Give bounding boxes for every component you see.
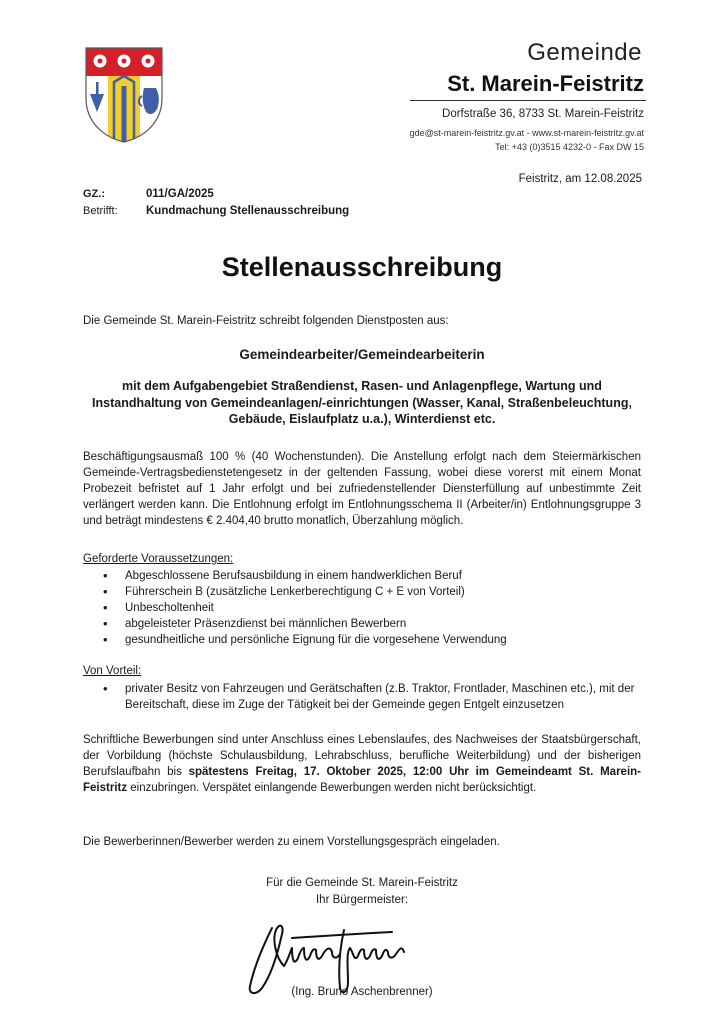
list-item: • Unbescholtenheit [83, 600, 643, 616]
gz-label: GZ.: [83, 188, 105, 200]
document-title: Stellenausschreibung [221, 252, 503, 282]
contact-phone-fax: Tel: +43 (0)3515 4232-0 - Fax DW 15 [495, 142, 644, 152]
application-text-start: Schriftliche Bewerbungen sind unter Anschluss eines Lebenslaufes, des Nachweises der Staatsbürgerschaft, der Vorbildung (höchste Schulausbildung, Lehrabschluss, berufliche Weiterbildung) und der bisherigen Berufslaufbahn bis [83, 734, 641, 778]
task-line: mit dem Aufgabengebiet Straßendienst, Rasen- und Anlagenpflege, Wartung und [122, 379, 602, 393]
task-line: Instandhaltung von Gemeindeanlagen/-einrichtungen (Wasser, Kanal, Straßenbeleuchtung, [92, 395, 632, 410]
requirements-heading: Geforderte Voraussetzungen: [83, 553, 234, 565]
municipality-name: St. Marein-Feistritz [447, 71, 644, 96]
employment-paragraph: Beschäftigungsausmaß 100 % (40 Wochenstunden). Die Anstellung erfolgt nach dem Steiermärkischen Gemeinde-Vertragsbedienstetengesetz in der geltenden Fassung, wobei diese vorerst mit einem Monat Probezeit befristet auf 1 Jahr erfolgt und bei zufriedenstellender Diensterfüllung auf unbestimmte Zeit verlängert werden kann. Die Entlohnung erfolgt im Entlohnungsschema II (Arbeiter/in) Entlohnungsgruppe 3 und beträgt mindestens € 2.404,40 brutto monatlich, Überzahlung möglich. [83, 451, 641, 527]
letterhead-divider [410, 100, 646, 101]
interview-note: Die Bewerberinnen/Bewerber werden zu einem Vorstellungsgespräch eingeladen. [83, 836, 500, 848]
requirements-list [83, 568, 643, 648]
municipal-crest-icon [84, 46, 164, 144]
application-paragraph [83, 732, 641, 796]
list-item: • abgeleisteter Präsenzdienst bei männlichen Bewerbern [83, 616, 643, 632]
signatory-name: (Ing. Bruno Aschenbrenner) [291, 986, 433, 998]
gz-value: 011/GA/2025 [146, 188, 214, 200]
task-line: Gebäude, Eislaufplatz u.a.), Winterdienst etc. [228, 412, 496, 426]
application-text-end: einzubringen. Verspätet einlangende Bewerbungen werden nicht berücksichtigt. [127, 782, 537, 794]
intro-text: Die Gemeinde St. Marein-Feistritz schreibt folgenden Dienstposten aus: [83, 315, 449, 327]
signature-role: Ihr Bürgermeister: [315, 894, 409, 906]
list-item: • privater Besitz von Fahrzeugen und Gerätschaften (z.B. Traktor, Frontlader, Maschinen etc.), mit der Bereitschaft, diese im Zuge der Tätigkeit bei der Gemeinde gegen Entgelt einzusetzen [83, 681, 643, 713]
subject-label: Betrifft: [83, 205, 118, 217]
signature-for-line: Für die Gemeinde St. Marein-Feistritz [266, 877, 458, 889]
position-title: Gemeindearbeiter/Gemeindearbeiterin [239, 347, 485, 362]
letterhead-title: Gemeinde [527, 39, 642, 66]
advantage-list [83, 681, 643, 713]
document-date: Feistritz, am 12.08.2025 [518, 173, 642, 185]
list-item: • gesundheitliche und persönliche Eignung für die vorgesehene Verwendung [83, 632, 643, 648]
advantage-heading: Von Vorteil: [83, 665, 142, 677]
municipality-address: Dorfstraße 36, 8733 St. Marein-Feistritz [442, 108, 644, 120]
task-description [60, 378, 664, 428]
application-deadline: spätestens Freitag, 17. Oktober 2025, 12:00 Uhr im Gemeindeamt St. Marein-Feistritz [83, 766, 641, 794]
subject-value: Kundmachung Stellenausschreibung [146, 205, 350, 217]
contact-email-web: gde@st-marein-feistritz.gv.at - www.st-marein-feistritz.gv.at [409, 128, 644, 138]
list-item: • Abgeschlossene Berufsausbildung in einem handwerklichen Beruf [83, 568, 643, 584]
list-item: • Führerschein B (zusätzliche Lenkerberechtigung C + E von Vorteil) [83, 584, 643, 600]
